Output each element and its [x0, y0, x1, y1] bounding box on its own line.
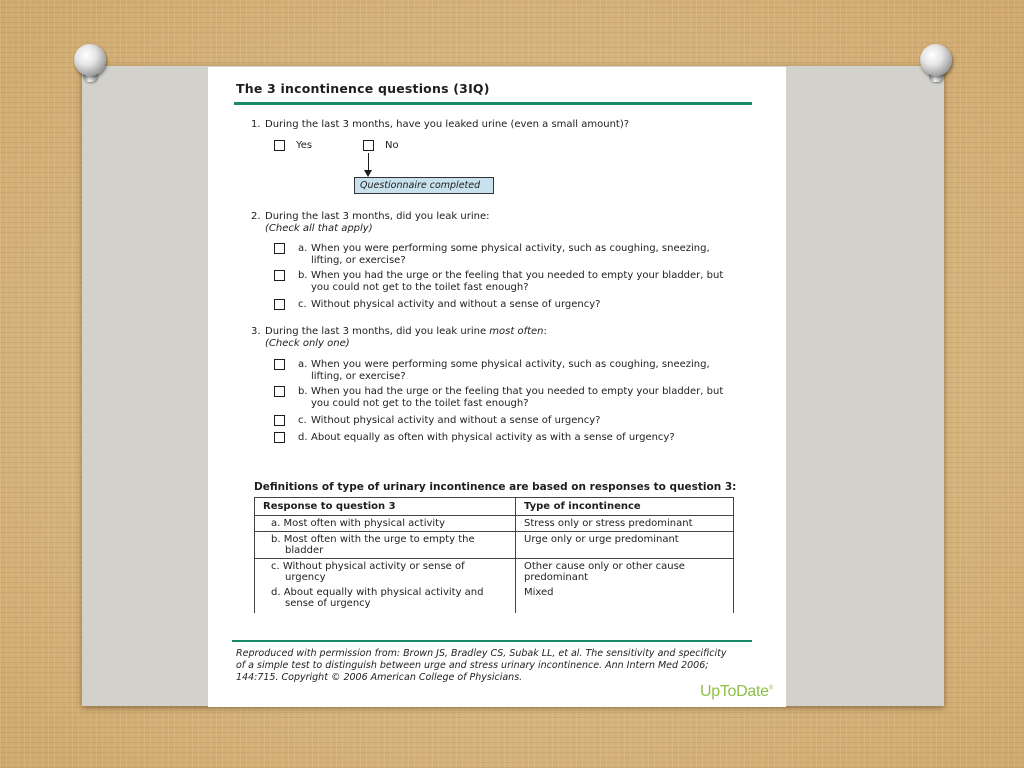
table-row: d. About equally with physical activity and sense of urgency Mixed — [255, 585, 734, 613]
q3-option-b[interactable]: b. When you had the urge or the feeling that you needed to empty your bladder, but you could not get to the toilet fast enough? — [274, 386, 731, 410]
q1-yes-label: Yes — [296, 140, 313, 151]
footer-divider — [232, 640, 752, 642]
q1-yes-option[interactable] — [274, 140, 312, 151]
table-row: c. Without physical activity or sense of urgency Other cause only or other cause predominant — [255, 559, 734, 586]
definitions-table — [254, 497, 734, 613]
q2-option-c-checkbox[interactable] — [274, 299, 285, 310]
q2-option-b-checkbox[interactable] — [274, 270, 285, 281]
question-2-instruction: (Check all that apply) — [265, 223, 373, 234]
questionnaire-page — [208, 67, 786, 707]
q3-option-b-checkbox[interactable] — [274, 386, 285, 397]
q3-option-a[interactable]: a. When you were performing some physical activity, such as coughing, sneezing, lifting, or exercise? — [274, 359, 731, 383]
q1-no-option[interactable] — [363, 140, 399, 151]
table-header-row — [255, 498, 734, 516]
citation-footnote: Reproduced with permission from: Brown JS, Bradley CS, Subak LL, et al. The sensitivity and specificity of a simple test to distinguish between urge and stress urinary incontinence. Ann Intern Med 2006; 144:715. Copyright © 2006 American College of Physicians. — [236, 648, 727, 683]
pushpin-right-icon — [920, 44, 954, 84]
table-row: b. Most often with the urge to empty the bladder Urge only or urge predominant — [255, 532, 734, 559]
arrow-down-icon — [364, 170, 372, 177]
uptodate-logo: UpToDate® — [700, 683, 773, 700]
question-2-text: During the last 3 months, did you leak urine: — [265, 211, 490, 222]
q3-option-d[interactable]: d. About equally as often with physical activity as with a sense of urgency? — [274, 432, 731, 444]
q3-option-c-checkbox[interactable] — [274, 415, 285, 426]
pushpin-left-icon — [74, 44, 108, 84]
question-3: 3. During the last 3 months, did you leak urine most often: (Check only one) — [251, 326, 547, 349]
q3-option-a-checkbox[interactable] — [274, 359, 285, 370]
question-2: 2. During the last 3 months, did you leak urine: (Check all that apply) — [251, 211, 490, 234]
q1-yes-checkbox[interactable] — [274, 140, 285, 151]
table-row: a. Most often with physical activity Stress only or stress predominant — [255, 516, 734, 532]
q1-no-checkbox[interactable] — [363, 140, 374, 151]
q3-option-c[interactable]: c. Without physical activity and without a sense of urgency? — [274, 415, 731, 427]
q1-no-label: No — [385, 140, 399, 151]
title-divider — [234, 102, 752, 105]
questionnaire-completed-box: Questionnaire completed — [354, 177, 494, 194]
table-header-type: Type of incontinence — [516, 498, 734, 516]
q2-option-b[interactable]: b. When you had the urge or the feeling that you needed to empty your bladder, but you could not get to the toilet fast enough? — [274, 270, 731, 294]
question-1-text: During the last 3 months, have you leaked urine (even a small amount)? — [265, 119, 630, 130]
question-3-instruction: (Check only one) — [265, 338, 350, 349]
q3-option-d-checkbox[interactable] — [274, 432, 285, 443]
page-title: The 3 incontinence questions (3IQ) — [236, 81, 490, 96]
table-header-response: Response to question 3 — [255, 498, 516, 516]
definitions-heading: Definitions of type of urinary incontinence are based on responses to question 3: — [254, 481, 737, 493]
q2-option-a[interactable]: a. When you were performing some physical activity, such as coughing, sneezing, lifting, or exercise? — [274, 243, 731, 267]
q2-option-c[interactable]: c. Without physical activity and without a sense of urgency? — [274, 299, 731, 311]
q2-option-a-checkbox[interactable] — [274, 243, 285, 254]
question-1: 1. During the last 3 months, have you leaked urine (even a small amount)? — [251, 119, 630, 130]
